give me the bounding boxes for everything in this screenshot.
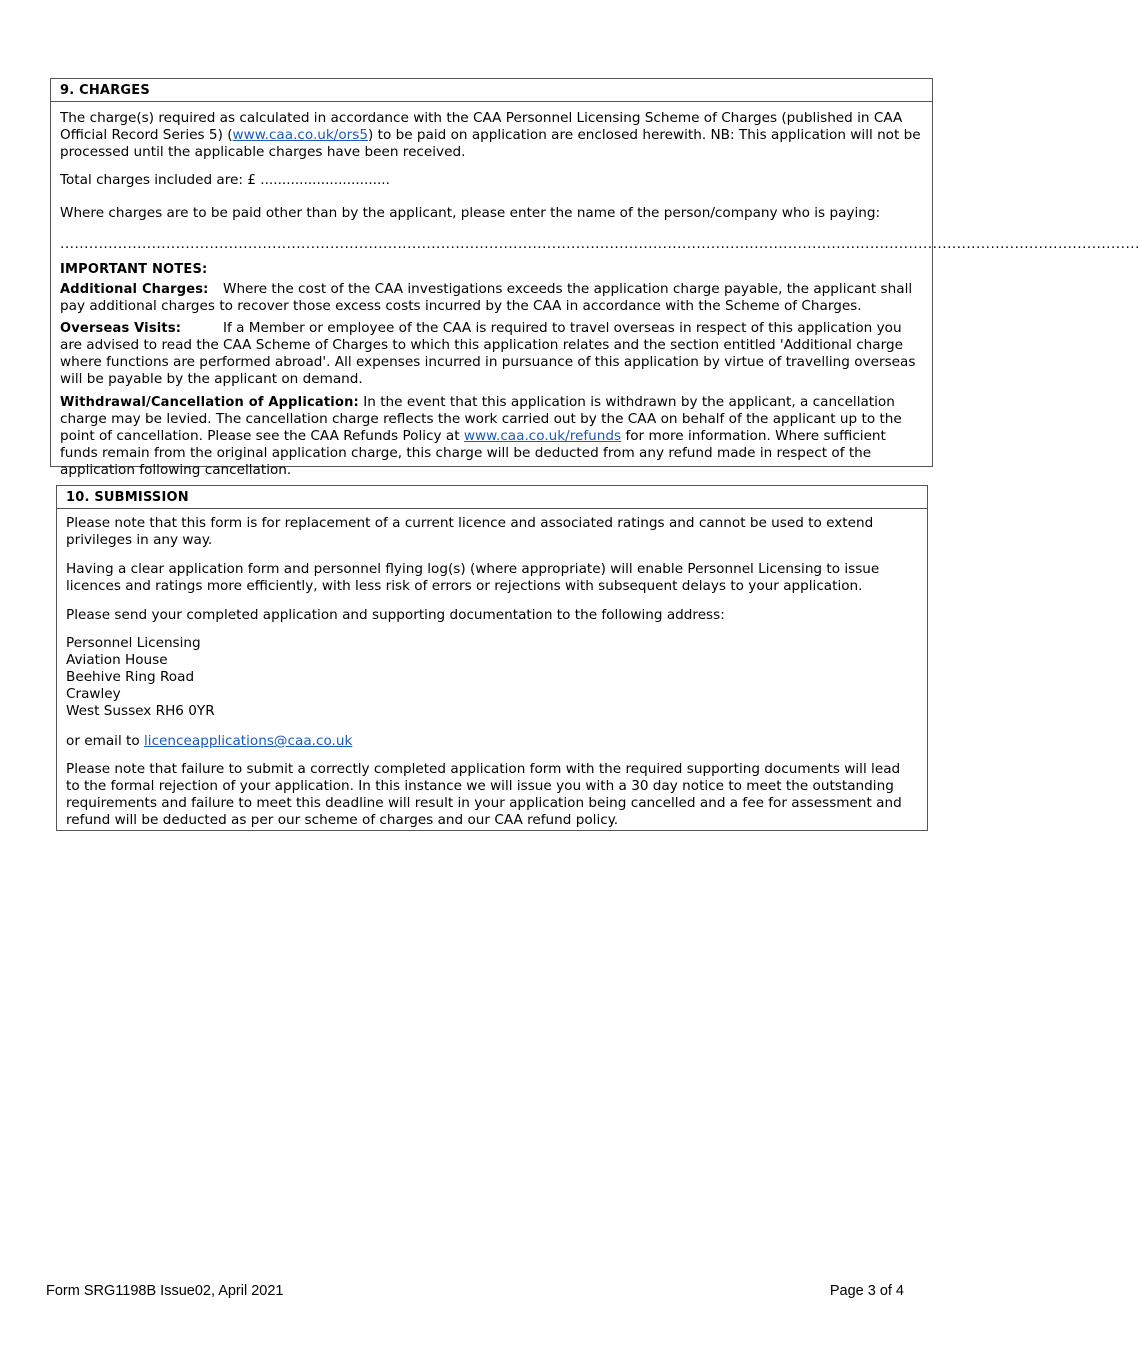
address-line: Aviation House — [66, 652, 168, 668]
charges-intro: The charge(s) required as calculated in accordance with the CAA Personnel Licensing Scheme of Charges (published in CAA Official Record Series 5) (www.caa.co.uk/ors5) to be paid on application are enclosed herewith. NB: This application will not be processed until the applicable charges have been received. — [60, 110, 921, 160]
charges-heading: 9. CHARGES — [51, 79, 932, 102]
email-line: or email to licenceapplications@caa.co.uk — [66, 733, 353, 749]
form-id: Form SRG1198B Issue02, April 2021 — [46, 1283, 284, 1299]
total-charges-field[interactable]: Total charges included are: £ .............................. — [60, 172, 390, 188]
important-notes-heading: IMPORTANT NOTES: — [60, 262, 208, 277]
address-line: Beehive Ring Road — [66, 669, 195, 685]
withdrawal-label: Withdrawal/Cancellation of Application: — [60, 395, 359, 410]
submission-heading: 10. SUBMISSION — [57, 486, 927, 509]
refunds-link[interactable]: www.caa.co.uk/refunds — [463, 428, 622, 444]
address-line: Personnel Licensing — [66, 635, 201, 651]
submission-p2: Having a clear application form and personnel flying log(s) (where appropriate) will enable Personnel Licensing to issue licences and ratings more efficiently, with less risk of errors or rejections with subsequent delays to your application. — [66, 561, 880, 594]
address-line: Crawley — [66, 686, 121, 702]
withdrawal-note: Withdrawal/Cancellation of Application: In the event that this application is withdrawn by the applicant, a cancellation charge may be levied. The cancellation charge reflects the work carried out by the CAA on behalf of the applicant up to the point of cancellation. Please see the CAA Refunds Policy at www.caa.co.uk/refunds for more information. Where sufficient funds remain from the original application charge, this charge will be deducted from any refund made in respect of the application following cancellation. — [60, 394, 902, 478]
submission-p4: Please note that failure to submit a correctly completed application form with the required supporting documents will lead to the formal rejection of your application. In this instance we will issue you with a 30 day notice to meet the outstanding requirements and failure to meet this deadline will result in your application being cancelled and a fee for assessment and refund will be deducted as per our scheme of charges and our CAA refund policy. — [66, 761, 902, 828]
email-link[interactable]: licenceapplications@caa.co.uk — [144, 733, 353, 749]
overseas-visits-note: Overseas Visits: If a Member or employee of the CAA is required to travel overseas in respect of this application you are advised to read the CAA Scheme of Charges to which this application relates and the section entitled 'Additional charge where functions are performed abroad'. All expenses incurred in pursuance of this application by virtue of travelling overseas will be payable by the applicant on demand. — [60, 320, 916, 387]
overseas-visits-label: Overseas Visits: — [60, 321, 182, 336]
additional-charges-note: Additional Charges: Where the cost of the CAA investigations exceeds the application charge payable, the applicant shall pay additional charges to recover those excess costs incurred by the CAA in accordance with the Scheme of Charges. — [60, 281, 913, 314]
submission-p3: Please send your completed application and supporting documentation to the following address: — [66, 607, 725, 623]
submission-p1: Please note that this form is for replacement of a current licence and associated ratings and cannot be used to extend privileges in any way. — [66, 515, 874, 548]
payer-name-field[interactable]: ................................................................................................................................................................................................................................ — [60, 236, 1140, 252]
additional-charges-label: Additional Charges: — [60, 282, 209, 297]
postal-address — [66, 635, 917, 720]
address-line: West Sussex RH6 0YR — [66, 703, 215, 719]
payer-prompt: Where charges are to be paid other than by the applicant, please enter the name of the person/company who is paying: — [60, 205, 881, 221]
page-number: Page 3 of 4 — [829, 1283, 904, 1299]
submission-section — [56, 485, 928, 831]
ors5-link[interactable]: www.caa.co.uk/ors5 — [232, 127, 368, 143]
charges-section — [50, 78, 1140, 478]
